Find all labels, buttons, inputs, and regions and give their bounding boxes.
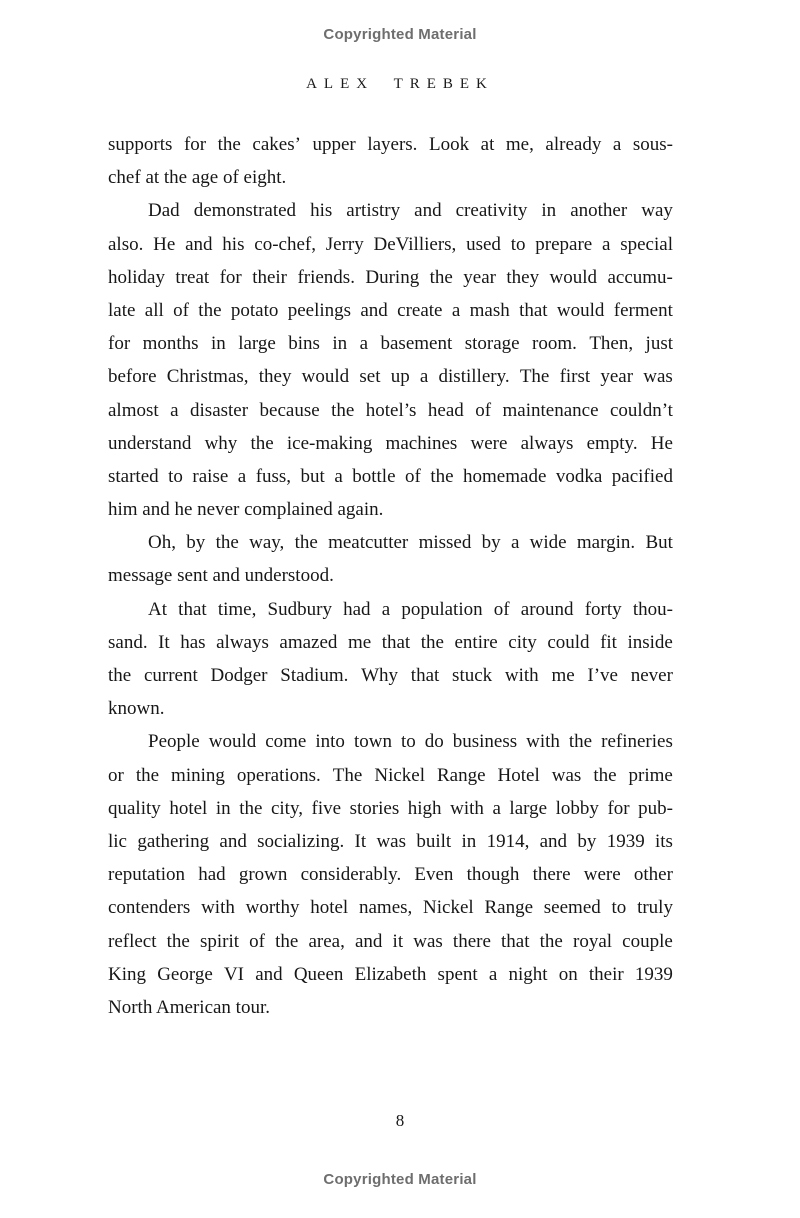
- text-line: reputation had grown considerably. Even though there were other: [108, 864, 673, 886]
- text-line: At that time, Sudbury had a population of around forty thou-: [148, 598, 673, 620]
- text-line: message sent and understood.: [108, 565, 334, 587]
- text-line: known.: [108, 698, 165, 720]
- text-line: understand why the ice-making machines were always empty. He: [108, 432, 673, 454]
- text-line: Oh, by the way, the meatcutter missed by a wide margin. But: [148, 532, 673, 554]
- text-line: quality hotel in the city, five stories high with a large lobby for pub-: [108, 797, 673, 819]
- text-line: before Christmas, they would set up a distillery. The first year was: [108, 366, 673, 388]
- text-line: for months in large bins in a basement storage room. Then, just: [108, 333, 673, 355]
- text-line: North American tour.: [108, 996, 270, 1018]
- text-line: started to raise a fuss, but a bottle of the homemade vodka pacified: [108, 465, 673, 487]
- text-line: also. He and his co-chef, Jerry DeVilliers, used to prepare a special: [108, 233, 673, 255]
- page-number: 8: [395, 1111, 405, 1130]
- text-line: sand. It has always amazed me that the entire city could fit inside: [108, 631, 673, 653]
- text-line: him and he never complained again.: [108, 499, 384, 521]
- page-body: [108, 128, 673, 1024]
- running-header: ALEX TREBEK: [306, 76, 494, 92]
- text-line: late all of the potato peelings and create a mash that would ferment: [108, 299, 673, 321]
- text-line: holiday treat for their friends. During the year they would accumu-: [108, 266, 673, 288]
- text-line: Dad demonstrated his artistry and creativity in another way: [148, 200, 673, 222]
- text-line: almost a disaster because the hotel’s head of maintenance couldn’t: [108, 399, 673, 421]
- text-line: supports for the cakes’ upper layers. Look at me, already a sous-: [108, 134, 673, 155]
- text-line: King George VI and Queen Elizabeth spent a night on their 1939: [108, 963, 673, 985]
- text-line: chef at the age of eight.: [108, 167, 287, 189]
- text-line: or the mining operations. The Nickel Range Hotel was the prime: [108, 764, 673, 786]
- text-line: contenders with worthy hotel names, Nickel Range seemed to truly: [108, 897, 673, 919]
- text-line: People would come into town to do business with the refineries: [148, 731, 673, 753]
- copyright-notice-top: Copyrighted Material: [323, 26, 477, 43]
- text-line: reflect the spirit of the area, and it was there that the royal couple: [108, 930, 673, 952]
- text-line: lic gathering and socializing. It was built in 1914, and by 1939 its: [108, 830, 673, 852]
- copyright-notice-bottom: Copyrighted Material: [323, 1171, 477, 1188]
- text-line: the current Dodger Stadium. Why that stuck with me I’ve never: [108, 665, 673, 686]
